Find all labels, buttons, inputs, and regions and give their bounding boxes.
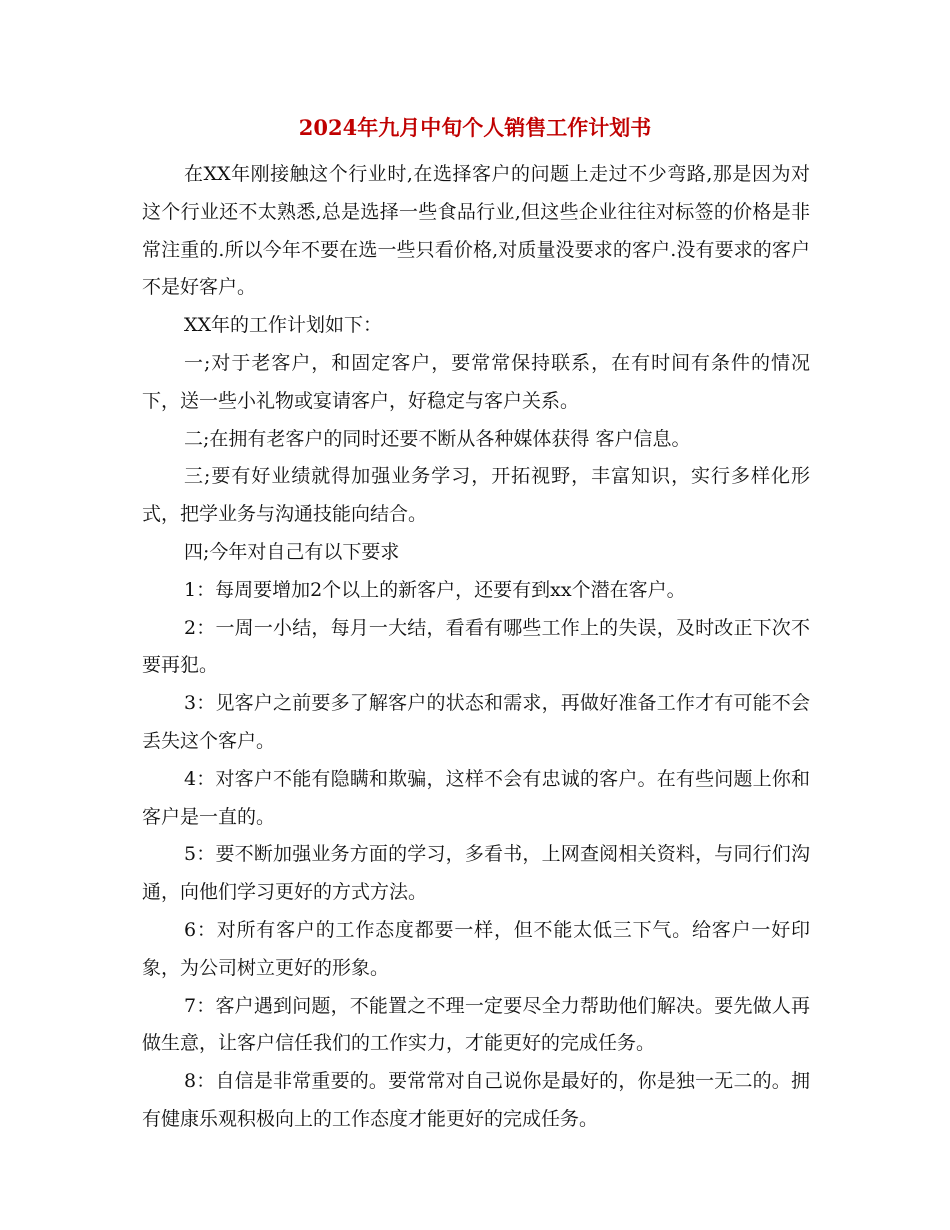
requirement-5: 5：要不断加强业务方面的学习，多看书，上网查阅相关资料，与同行们沟通，向他们学习更好的方式方法。 [142, 843, 810, 904]
paragraph-intro: 在XX年刚接触这个行业时,在选择客户的问题上走过不少弯路,那是因为对这个行业还不太熟悉,总是选择一些食品行业,但这些企业往往对标签的价格是非常注重的.所以今年不要在选一些只看价格,对质量没要求的客户.没有要求的客户不是好客户。 [142, 163, 810, 299]
paragraph-item-2: 二;在拥有老客户的同时还要不断从各种媒体获得 客户信息。 [184, 427, 691, 450]
document-body [142, 156, 810, 1139]
requirement-3: 3：见客户之前要多了解客户的状态和需求，再做好准备工作才有可能不会丢失这个客户。 [142, 692, 810, 752]
requirement-2: 2：一周一小结，每月一大结，看看有哪些工作上的失误，及时改正下次不要再犯。 [142, 616, 810, 677]
paragraph-plan-heading: XX年的工作计划如下： [184, 314, 383, 337]
requirement-7: 7：客户遇到问题，不能置之不理一定要尽全力帮助他们解决。要先做人再做生意，让客户信任我们的工作实力，才能更好的完成任务。 [142, 994, 810, 1055]
requirement-1: 1：每周要增加2个以上的新客户，还要有到xx个潜在客户。 [184, 578, 686, 601]
requirement-4: 4：对客户不能有隐瞒和欺骗，这样不会有忠诚的客户。在有些问题上你和客户是一直的。 [142, 767, 810, 828]
paragraph-item-3: 三;要有好业绩就得加强业务学习，开拓视野，丰富知识，实行多样化形式，把学业务与沟通技能向结合。 [142, 465, 810, 526]
paragraph-item-1: 一;对于老客户，和固定客户，要常常保持联系，在有时间有条件的情况下，送一些小礼物或宴请客户，好稳定与客户关系。 [142, 351, 810, 412]
document-title: 2024年九月中旬个人销售工作计划书 [298, 115, 652, 140]
requirement-6: 6：对所有客户的工作态度都要一样，但不能太低三下气。给客户一好印象，为公司树立更好的形象。 [142, 918, 810, 979]
requirement-8: 8：自信是非常重要的。要常常对自己说你是最好的，你是独一无二的。拥有健康乐观积极向上的工作态度才能更好的完成任务。 [142, 1070, 810, 1130]
paragraph-item-4: 四;今年对自己有以下要求 [184, 540, 400, 563]
